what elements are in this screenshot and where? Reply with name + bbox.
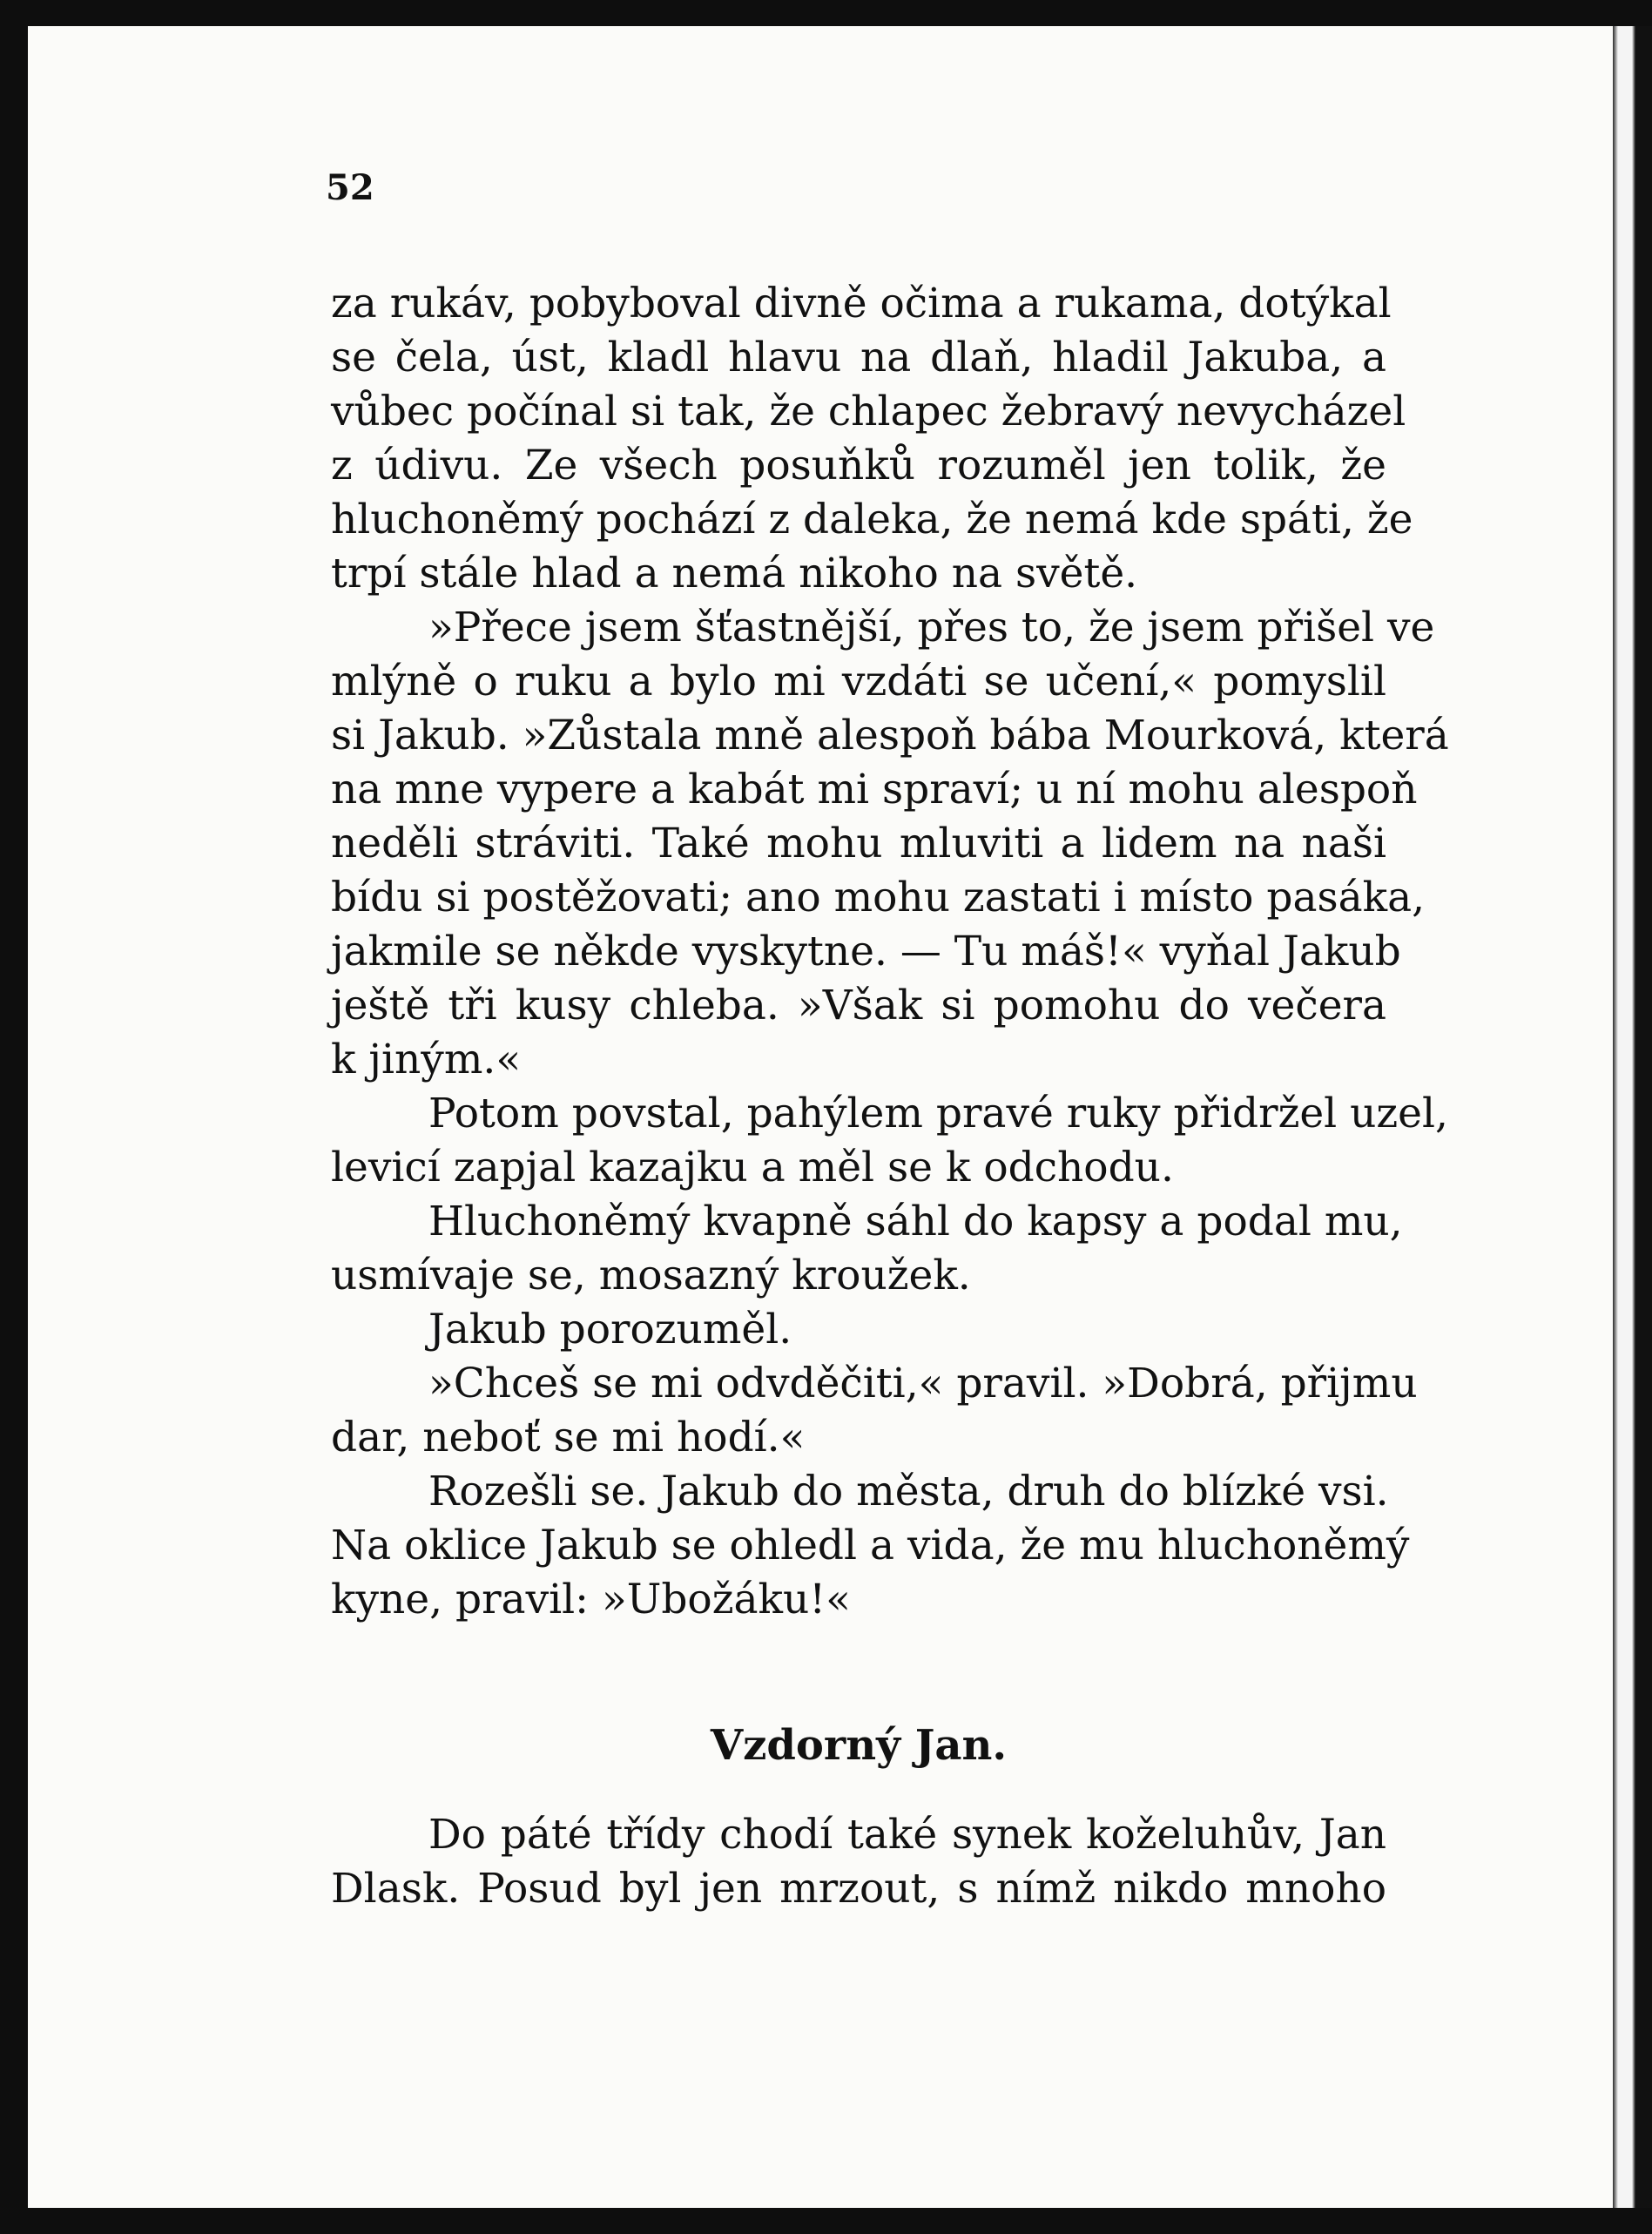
text-line: Na oklice Jakub se ohledl a vida, že mu hluchoněmý xyxy=(331,1522,1410,1569)
text-line: bídu si postěžovati; ano mohu zastati i místo pasáka, xyxy=(331,874,1426,921)
text-line: usmívaje se, mosazný kroužek. xyxy=(331,1252,971,1299)
body-text xyxy=(331,277,1449,1627)
text-line: Jakub porozuměl. xyxy=(428,1306,792,1353)
page-edge xyxy=(1613,26,1652,2208)
text-line: vůbec počínal si tak, že chlapec žebravý nevycházel xyxy=(331,388,1406,435)
text-line: k jiným.« xyxy=(331,1036,522,1083)
text-line: hluchoněmý pochází z daleka, že nemá kde spáti, že xyxy=(331,496,1413,543)
text-line: Dlask. Posud byl jen mrzout, s nímž nikdo mnoho xyxy=(331,1865,1386,1913)
text-line: Do páté třídy chodí také synek koželuhův, Jan xyxy=(428,1811,1386,1859)
text-line: dar, neboť se mi hodí.« xyxy=(331,1414,806,1461)
text-line: levicí zapjal kazajku a měl se k odchodu. xyxy=(331,1144,1174,1191)
section-body-text xyxy=(331,1808,1386,1916)
text-line: trpí stále hlad a nemá nikoho na světě. xyxy=(331,550,1138,597)
text-line: »Chceš se mi odvděčiti,« pravil. »Dobrá, přijmu xyxy=(428,1360,1418,1407)
page-number: 52 xyxy=(326,167,374,208)
text-line: na mne vypere a kabát mi spraví; u ní mohu alespoň xyxy=(331,766,1418,813)
text-line: si Jakub. »Zůstala mně alespoň bába Mourková, která xyxy=(331,712,1449,759)
text-line: »Přece jsem šťastnější, přes to, že jsem přišel ve xyxy=(428,604,1435,651)
text-line: Hluchoněmý kvapně sáhl do kapsy a podal mu, xyxy=(428,1198,1403,1245)
text-line: kyne, pravil: »Ubožáku!« xyxy=(331,1576,851,1623)
text-line: Potom povstal, pahýlem pravé ruky přidržel uzel, xyxy=(428,1090,1448,1137)
text-line: z údivu. Ze všech posuňků rozuměl jen tolik, že xyxy=(331,442,1386,489)
text-line: jakmile se někde vyskytne. — Tu máš!« vyňal Jakub xyxy=(331,928,1401,975)
text-line: neděli stráviti. Také mohu mluviti a lidem na naši xyxy=(331,820,1386,867)
text-line: Rozešli se. Jakub do města, druh do blízké vsi. xyxy=(428,1468,1389,1515)
text-line: za rukáv, pobyboval divně očima a rukama, dotýkal xyxy=(331,280,1392,327)
text-line: mlýně o ruku a bylo mi vzdáti se učení,« pomyslil xyxy=(331,658,1386,705)
text-line: se čela, úst, kladl hlavu na dlaň, hladil Jakuba, a xyxy=(331,334,1386,381)
section-heading: Vzdorný Jan. xyxy=(710,1721,1008,1770)
text-line: ještě tři kusy chleba. »Však si pomohu do večera xyxy=(331,982,1386,1029)
